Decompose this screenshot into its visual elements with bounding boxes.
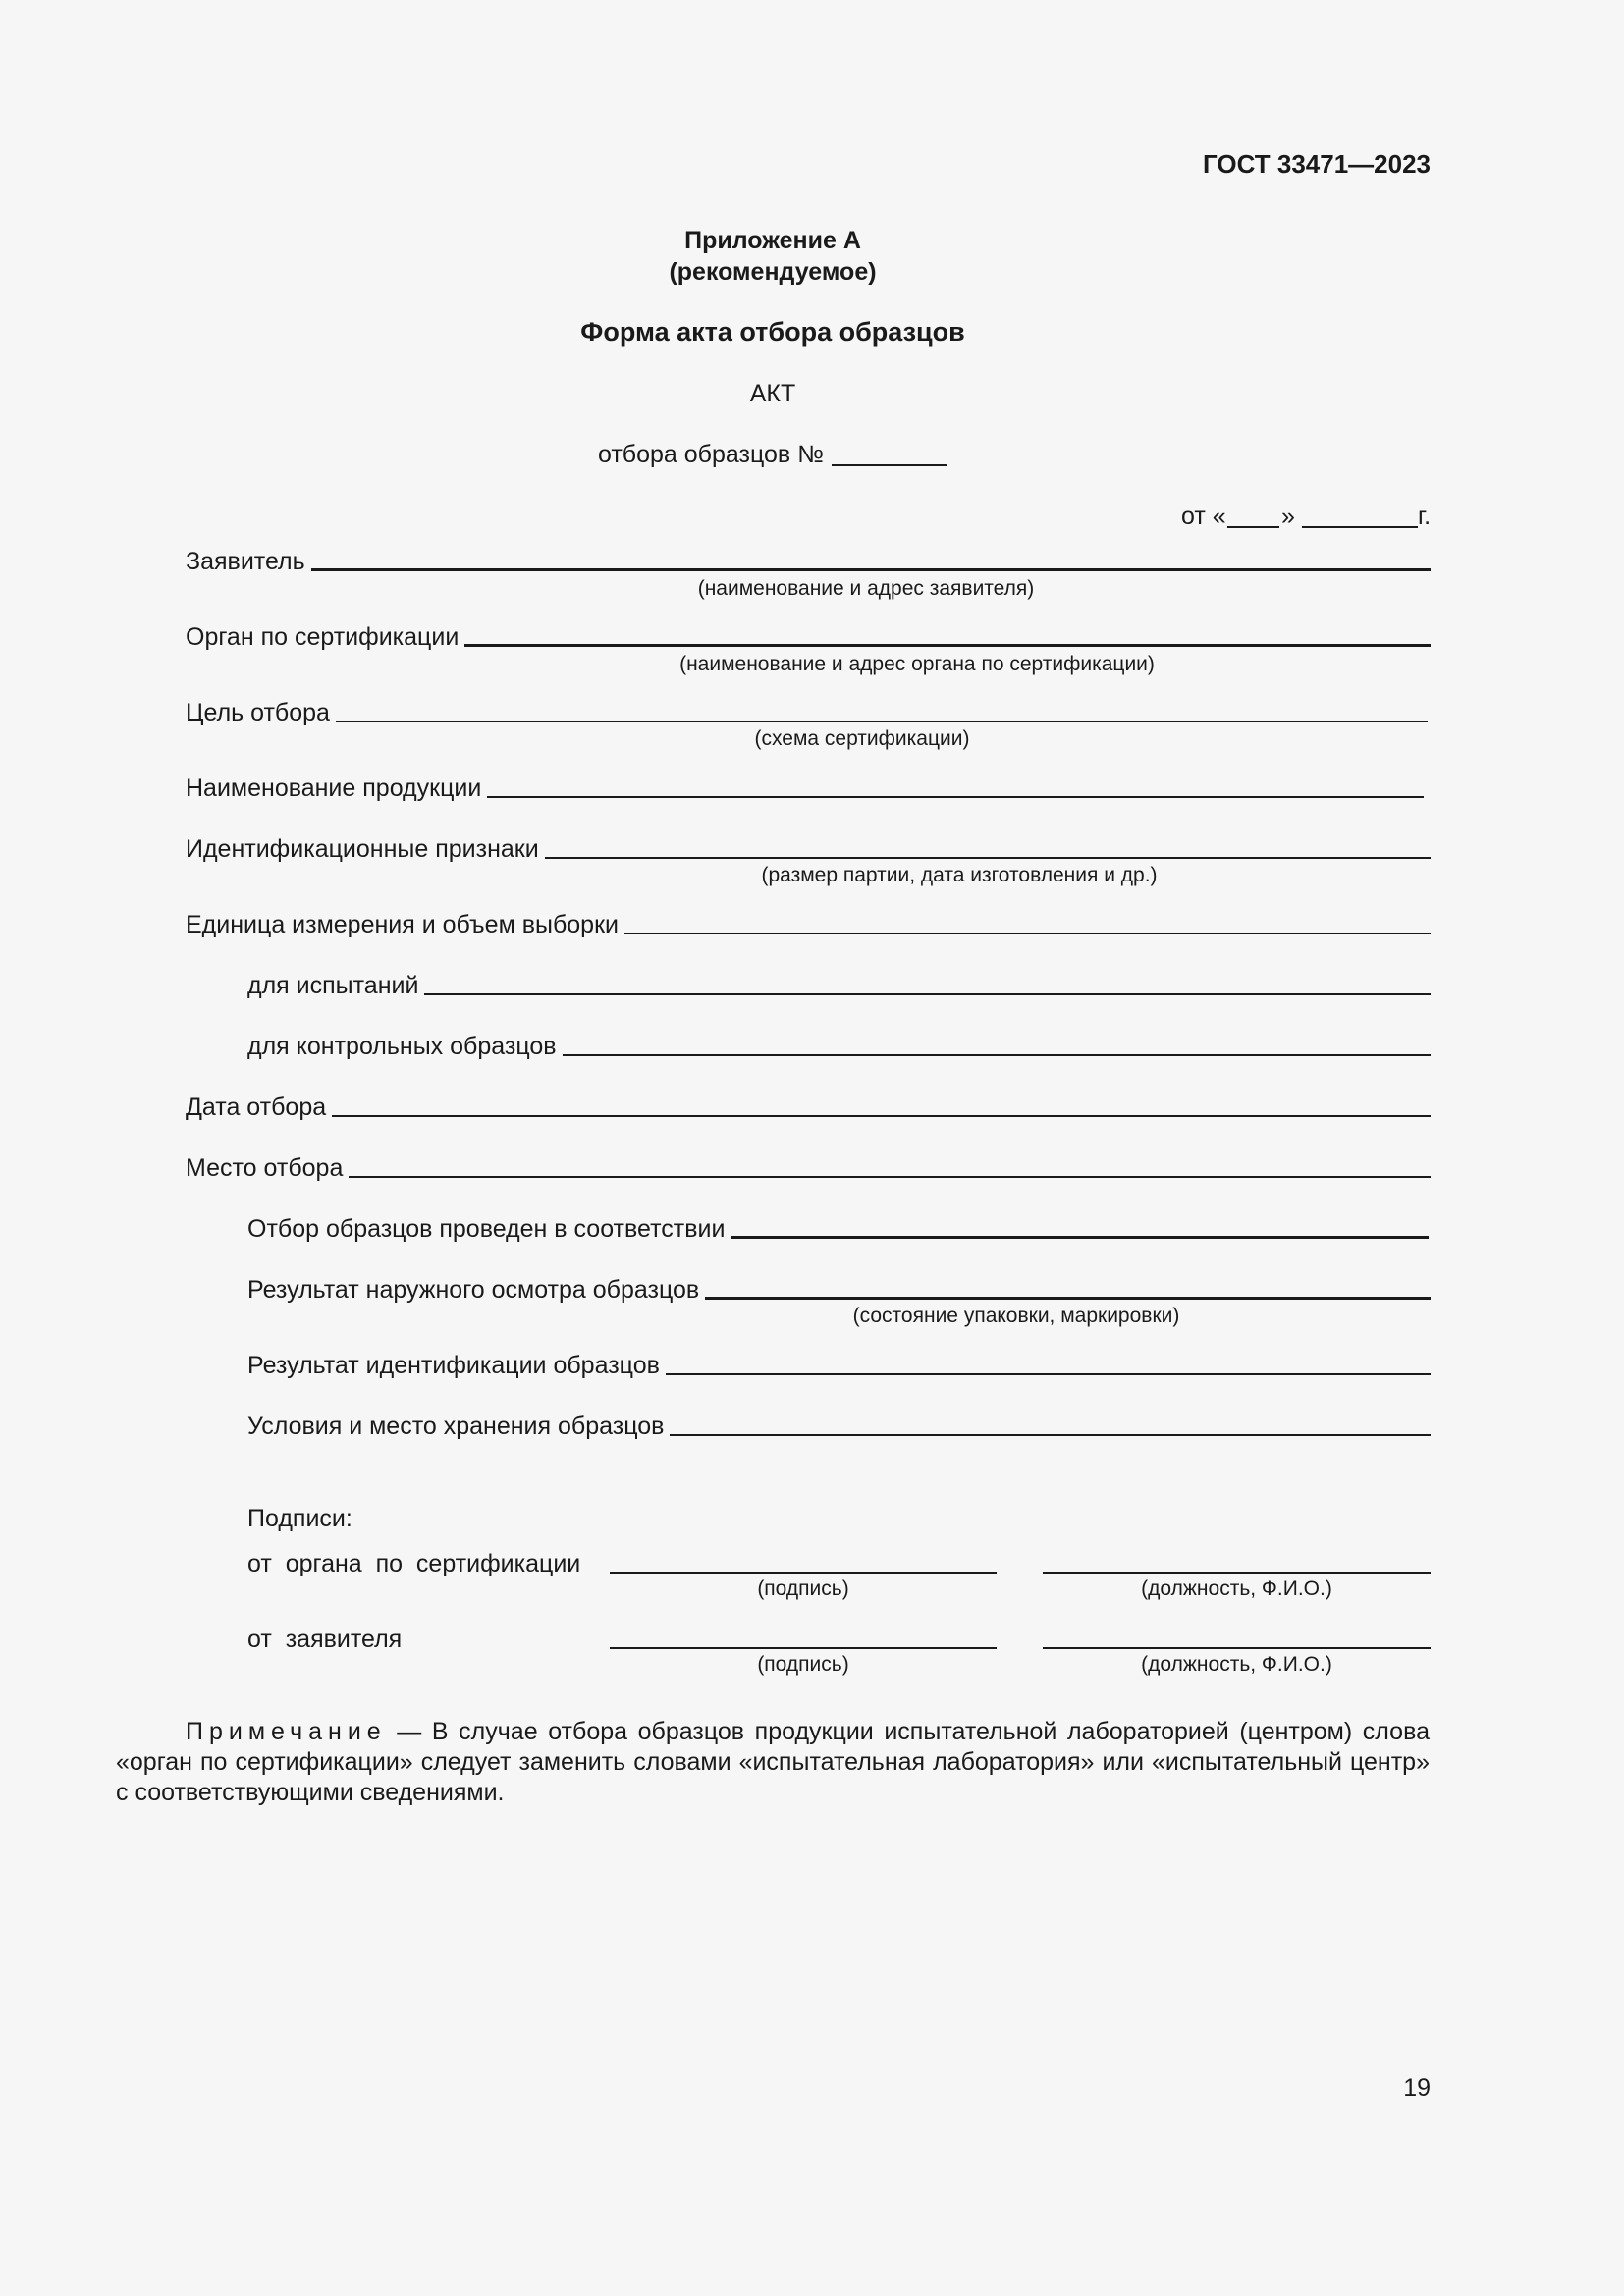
purpose-caption: (схема сертификации): [754, 727, 970, 750]
conformity-line[interactable]: [731, 1236, 1429, 1239]
cert-body-label: Орган по сертификации: [186, 623, 460, 651]
date-prefix: от «: [1181, 503, 1226, 530]
sampling-date-label: Дата отбора: [186, 1094, 327, 1121]
applicant-caption: (наименование и адрес заявителя): [697, 577, 1035, 600]
applicant-label: Заявитель: [186, 548, 305, 575]
act-number-line[interactable]: [832, 464, 947, 466]
note-prefix: Примечание: [186, 1718, 387, 1745]
appendix-title: Приложение А: [684, 227, 861, 254]
sampling-place-field: [186, 1153, 1431, 1183]
cert-body-caption: (наименование и адрес органа по сертификации): [679, 653, 1155, 675]
for-control-line[interactable]: [563, 1054, 1431, 1056]
applicant-field: [186, 547, 1431, 576]
sig-applicant-label: от заявителя: [247, 1626, 403, 1653]
storage-field: [247, 1412, 1431, 1441]
cert-body-field: [186, 622, 1431, 652]
date-mid: »: [1281, 503, 1295, 530]
note-dash: —: [386, 1718, 432, 1745]
storage-line[interactable]: [670, 1434, 1431, 1436]
identification-line[interactable]: [545, 857, 1431, 859]
ident-result-field: [247, 1351, 1431, 1380]
form-title: Форма акта отбора образцов: [580, 317, 965, 347]
purpose-label: Цель отбора: [186, 699, 330, 726]
note-paragraph: [116, 1717, 1430, 1808]
standard-code: ГОСТ 33471—2023: [1203, 149, 1431, 179]
visual-result-caption: (состояние упаковки, маркировки): [852, 1305, 1180, 1327]
sig-applicant-signature-caption: (подпись): [757, 1653, 849, 1676]
page-number: 19: [1403, 2074, 1431, 2102]
sig-applicant-position-caption: (должность, Ф.И.О.): [1141, 1653, 1332, 1676]
purpose-line[interactable]: [336, 721, 1428, 722]
sampling-date-field: [186, 1093, 1431, 1122]
visual-result-label: Результат наружного осмотра образцов: [247, 1276, 700, 1304]
sig-cert-body-position-line[interactable]: [1043, 1572, 1431, 1574]
ident-result-label: Результат идентификации образцов: [247, 1352, 660, 1379]
sampling-date-line[interactable]: [332, 1115, 1431, 1117]
storage-label: Условия и место хранения образцов: [247, 1413, 665, 1440]
for-tests-field: [247, 971, 1431, 1000]
sig-cert-body-position-caption: (должность, Ф.И.О.): [1141, 1577, 1332, 1600]
sig-applicant-position-line[interactable]: [1043, 1647, 1431, 1649]
date-month-line[interactable]: [1302, 526, 1418, 528]
cert-body-line[interactable]: [464, 644, 1431, 647]
date-day-line[interactable]: [1227, 526, 1279, 528]
sig-cert-body-signature-line[interactable]: [610, 1572, 997, 1574]
identification-field: [186, 834, 1431, 864]
sig-applicant-signature-line[interactable]: [610, 1647, 997, 1649]
act-word: АКТ: [749, 380, 796, 407]
for-control-label: для контрольных образцов: [247, 1033, 557, 1060]
for-tests-line[interactable]: [424, 993, 1431, 995]
ident-result-line[interactable]: [666, 1373, 1431, 1375]
unit-volume-label: Единица измерения и объем выборки: [186, 911, 619, 938]
product-name-line[interactable]: [487, 796, 1424, 798]
date-suffix: г.: [1418, 503, 1432, 530]
purpose-field: [186, 698, 1428, 727]
identification-label: Идентификационные признаки: [186, 835, 539, 863]
sig-cert-body-signature-caption: (подпись): [757, 1577, 849, 1600]
act-number-label: отбора образцов №: [598, 441, 824, 468]
visual-result-field: [247, 1275, 1431, 1305]
applicant-line[interactable]: [311, 568, 1431, 571]
for-tests-label: для испытаний: [247, 972, 419, 999]
unit-volume-line[interactable]: [624, 933, 1431, 934]
conformity-label: Отбор образцов проведен в соответствии: [247, 1215, 726, 1243]
signatures-heading: Подписи:: [247, 1505, 352, 1532]
unit-volume-field: [186, 910, 1431, 939]
visual-result-line[interactable]: [705, 1297, 1431, 1300]
product-name-label: Наименование продукции: [186, 774, 482, 802]
sig-cert-body-label: от органа по сертификации: [247, 1550, 581, 1577]
sampling-place-label: Место отбора: [186, 1154, 344, 1182]
sampling-place-line[interactable]: [349, 1176, 1431, 1178]
appendix-status: (рекомендуемое): [669, 258, 877, 286]
identification-caption: (размер партии, дата изготовления и др.): [761, 864, 1158, 886]
product-name-field: [186, 774, 1424, 803]
note-text: В случае отбора образцов продукции испытательной лабораторией (центром) слова «орган по сертификации» следует заменить словами «испытательная лаборатория» или «испытательный центр» с соответствующими сведениями.: [116, 1718, 1430, 1806]
for-control-field: [247, 1032, 1431, 1061]
conformity-field: [247, 1214, 1429, 1244]
